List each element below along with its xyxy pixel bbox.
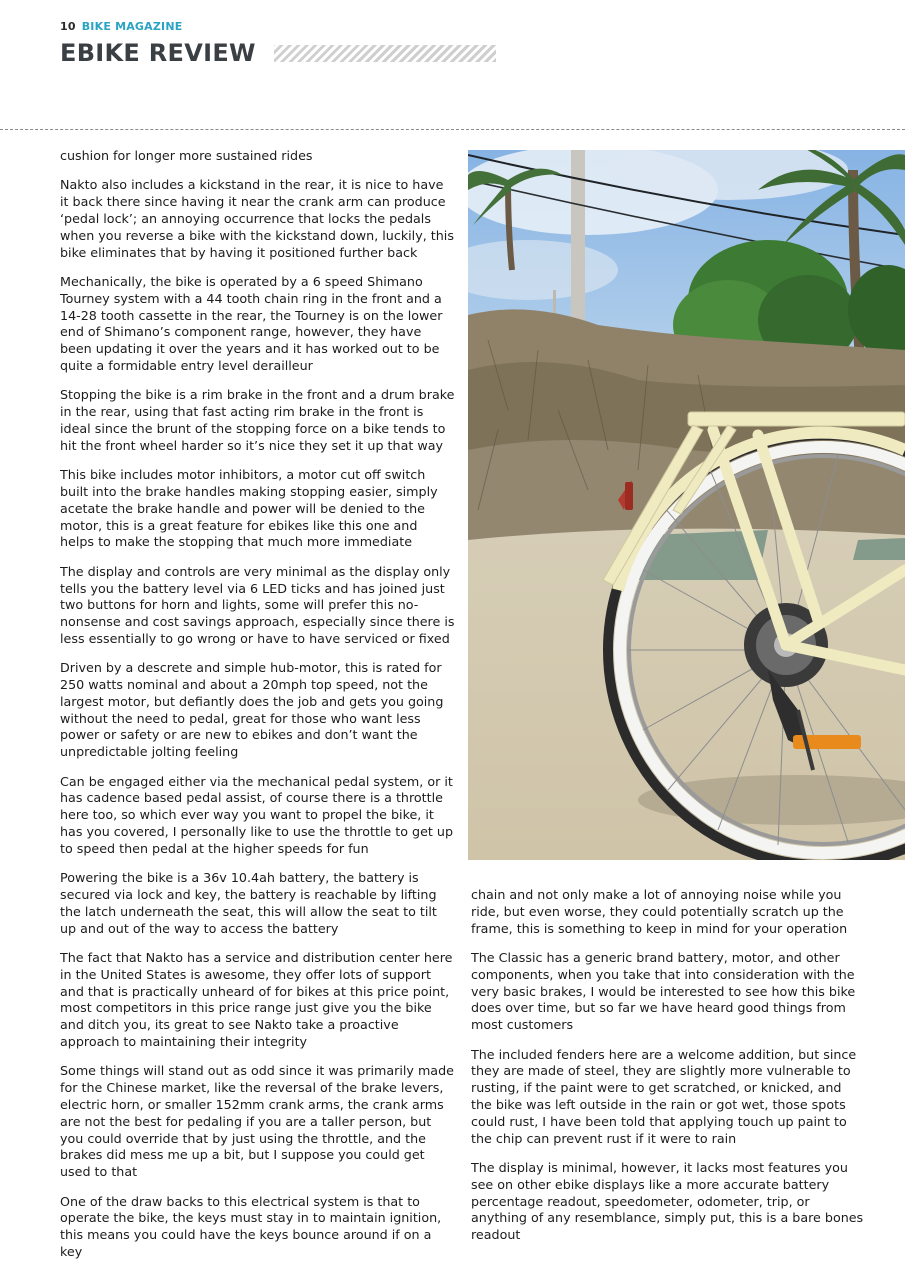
paragraph: The display and controls are very minimal as the display only tells you the battery level via 6 LED ticks and has joined just two buttons for horn and lights, some will prefer this no-nonsense and cost savings approach, especially since there is less essentially to go wrong or have to have serviced or fixed — [60, 563, 455, 646]
page-header — [60, 20, 182, 34]
bike-photo — [468, 150, 905, 860]
paragraph: Some things will stand out as odd since it was primarily made for the Chinese market, like the reversal of the brake levers, electric horn, or smaller 152mm crank arms, the crank arms are not the best for pedaling if you are a taller person, but you could override that by just using the throttle, and the brakes did mess me up a bit, but I suppose you could get used to that — [60, 1063, 454, 1180]
paragraph: Can be engaged either via the mechanical pedal system, or it has cadence based pedal assist, of course there is a throttle here too, so which ever way you want to propel the bike, it has you covered, I personally like to use the throttle to get up to speed then pedal at the higher speeds for fun — [60, 773, 454, 856]
paragraph: The Classic has a generic brand battery, motor, and other components, when you take that into consideration with the very basic brakes, I would be interested to see how this bike does over time, but so far we have heard good things from most customers — [471, 949, 856, 1033]
paragraph: Powering the bike is a 36v 10.4ah battery, the battery is secured via lock and key, the battery is reachable by lifting the latch underneath the seat, this will allow the seat to tilt up and out of the way to access the battery — [60, 870, 437, 936]
paragraph: The fact that Nakto has a service and distribution center here in the United States is awesome, they offer lots of support and that is practically unheard of for bikes at this price point, most competitors in this price range just give you the bike and ditch you, its great to see Nakto take a proactive approach to maintaining their integrity — [60, 950, 453, 1049]
paragraph: Mechanically, the bike is operated by a 6 speed Shimano Tourney system with a 44 tooth chain ring in the front and a 14-28 tooth cassette in the rear, the Tourney is on the lower end of Shimano’s component range, however, they have been updating it over the years and it has worked out to be quite a formidable entry level derailleur — [60, 273, 443, 373]
paragraph: Driven by a descrete and simple hub-motor, this is rated for 250 watts nominal and about a 20mph top speed, not the largest motor, but defiantly does the job and gets you going without the need to pedal, great for those who want less power or safety or are new to ebikes and don’t want the unpredictable jolting feeling — [60, 660, 444, 760]
paragraph: cushion for longer more sustained rides — [60, 148, 313, 163]
paragraph: The included fenders here are a welcome addition, but since they are made of steel, they are slightly more vulnerable to rusting, if the paint were to get scratched, or knicked, and the bike was left outside in the rain or got wet, those spots could rust, I have been told that applying touch up paint to the chip can prevent rust if it were to rain — [471, 1046, 857, 1146]
paragraph: One of the draw backs to this electrical system is that to operate the bike, the keys must stay in to maintain ignition, this means you could have the keys bounce around if on a key — [60, 1193, 442, 1259]
right-text-column — [471, 887, 865, 1257]
paragraph: This bike includes motor inhibitors, a motor cut off switch built into the brake handles making stopping easier, simply acetate the brake handle and power will be denied to the motor, this is a great feature for ebikes like this one and helps to make the stopping that much more immediate — [60, 467, 438, 550]
paragraph: chain and not only make a lot of annoying noise while you ride, but even worse, they could potentially scratch up the frame, this is something to keep in mind for your operation — [471, 887, 848, 936]
page-title: EBIKE REVIEW — [60, 39, 256, 67]
bike-photo-illustration — [468, 150, 905, 860]
left-text-column — [60, 148, 455, 1273]
magazine-name: BIKE MAGAZINE — [81, 20, 183, 33]
dashed-divider — [0, 129, 905, 130]
paragraph: Stopping the bike is a rim brake in the front and a drum brake in the rear, using that fast acting rim brake in the front is ideal since the brunt of the stopping force on a bike tends to hit the front wheel harder so it’s nice they set it up that way — [60, 387, 455, 453]
paragraph: The display is minimal, however, it lacks most features you see on other ebike displays like a more accurate battery percentage readout, speedometer, odometer, trip, or anything of any resemblance, simply put, this is a bare bones readout — [471, 1159, 864, 1243]
page-number: 10 — [60, 20, 76, 33]
paragraph: Nakto also includes a kickstand in the rear, it is nice to have it back there since having it near the crank arm can produce ‘pedal lock’; an annoying occurrence that locks the pedals when you reverse a bike with the kickstand down, luckily, this bike eliminates that by having it positioned further back — [60, 177, 454, 260]
title-row — [60, 38, 496, 68]
hatch-decoration — [274, 45, 496, 62]
running-head — [60, 20, 182, 34]
